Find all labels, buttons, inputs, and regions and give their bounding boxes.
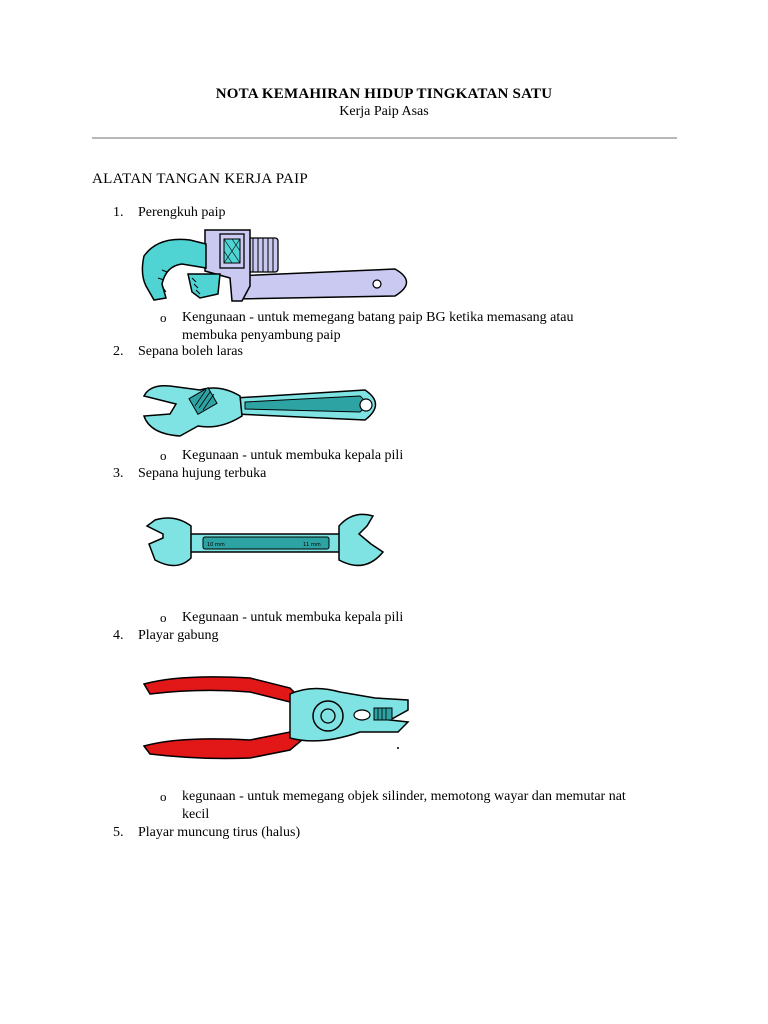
list-item-open-end-spanner: [113, 466, 266, 482]
open-end-spanner-icon: [145, 512, 385, 576]
section-heading: ALATAN TANGAN KERJA PAIP: [92, 171, 309, 187]
bullet: o: [160, 789, 167, 804]
document-subtitle: Kerja Paip Asas: [339, 104, 429, 119]
item-number: 2.: [113, 344, 124, 359]
item-name: Playar muncung tirus (halus): [138, 825, 301, 840]
item-name: Perengkuh paip: [138, 205, 226, 220]
adjustable-spanner-icon: [140, 376, 390, 438]
item-number: 5.: [113, 825, 124, 840]
document-title: NOTA KEMAHIRAN HIDUP TINGKATAN SATU: [215, 86, 553, 102]
usage-text-line1: kegunaan - untuk memegang objek silinder, memotong wayar dan memutar nat: [182, 789, 626, 804]
usage-text-line1: Kengunaan - untuk memegang batang paip BG ketika memasang atau: [182, 310, 574, 325]
usage-text-line1: Kegunaan - untuk membuka kepala pili: [182, 610, 404, 625]
item-name: Sepana boleh laras: [138, 344, 243, 359]
combination-pliers-icon: [140, 670, 420, 764]
item-number: 3.: [113, 466, 124, 481]
usage-text-line1: Kegunaan - untuk membuka kepala pili: [182, 448, 404, 463]
list-item-needle-nose-pliers: [113, 825, 300, 841]
pipe-wrench-icon: [140, 226, 420, 306]
item-name: Sepana hujung terbuka: [138, 466, 267, 481]
item-number: 4.: [113, 628, 124, 643]
bullet: o: [160, 448, 167, 463]
spanner-size-right: 11 mm: [303, 542, 321, 548]
list-item-pipe-wrench: [113, 205, 225, 221]
item-number: 1.: [113, 205, 124, 220]
list-item-adjustable-spanner: [113, 344, 243, 360]
spanner-size-left: 10 mm: [207, 542, 225, 548]
usage-text-line2: membuka penyambung paip: [182, 328, 341, 343]
header-divider: [92, 137, 677, 139]
bullet: o: [160, 610, 167, 625]
list-item-combination-pliers: [113, 628, 218, 644]
item-name: Playar gabung: [138, 628, 219, 643]
bullet: o: [160, 310, 167, 325]
usage-text-line2: kecil: [182, 807, 210, 822]
